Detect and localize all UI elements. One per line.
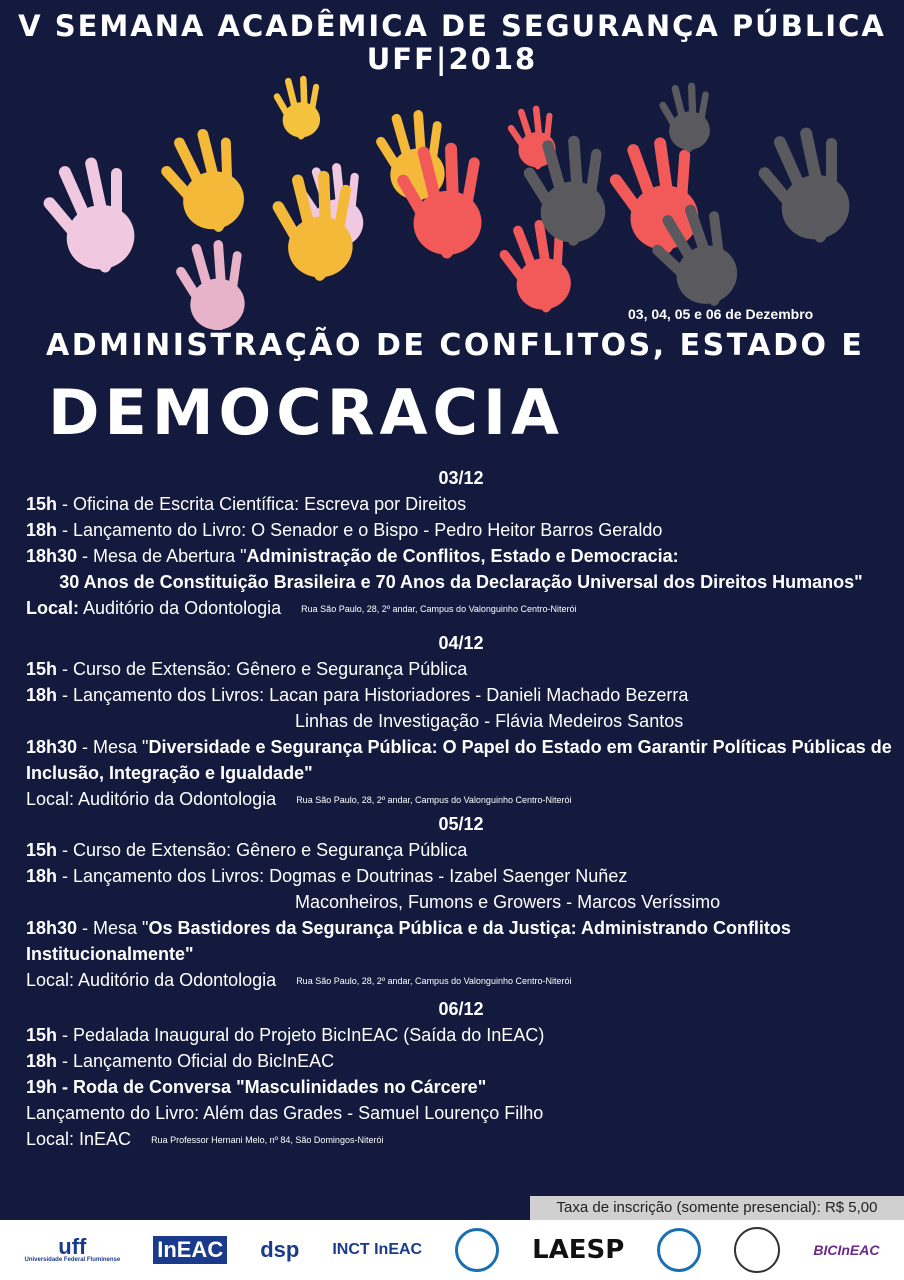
registration-fee: Taxa de inscrição (somente presencial): R$ 5,00 <box>530 1196 904 1220</box>
list-item <box>26 1074 896 1100</box>
location <box>26 786 896 812</box>
session-time: 15h <box>26 494 58 514</box>
session-time: 15h <box>26 659 58 679</box>
uff-logo-text: uff <box>58 1233 87 1259</box>
info-circle-icon <box>657 1228 701 1272</box>
uff-logo-subtitle: Universidade Federal Fluminense <box>24 1256 121 1263</box>
location-address: Rua São Paulo, 28, 2º andar, Campus do Valonguinho Centro-Niterói <box>296 795 572 806</box>
laesp-logo: LAESP <box>532 1235 625 1265</box>
session-text: - Mesa " <box>77 737 149 757</box>
seal-icon <box>734 1227 780 1273</box>
location-name: Local: Auditório da Odontologia <box>26 789 277 809</box>
session-title: Os Bastidores da Segurança Pública e da Justiça: Administrando Conflitos Institucionalmente" <box>26 918 791 964</box>
uff-logo <box>24 1233 121 1264</box>
session-time: 19h <box>26 1077 58 1097</box>
location-name: Auditório da Odontologia <box>79 598 282 618</box>
handprints-illustration <box>0 60 904 330</box>
day-title: 06/12 <box>438 999 484 1019</box>
session-title-continued: 30 Anos de Constituição Brasileira e 70 Anos da Declaração Universal dos Direitos Humanos" <box>59 572 863 592</box>
session-time: 18h30 <box>26 918 78 938</box>
location-name: Local: Auditório da Odontologia <box>26 970 277 990</box>
list-item <box>26 491 896 517</box>
list-item <box>26 1022 896 1048</box>
event-title-line1: V SEMANA ACADÊMICA DE SEGURANÇA PÚBLICA <box>18 9 886 43</box>
session-text: - Curso de Extensão: Gênero e Segurança Pública <box>57 840 468 860</box>
location <box>26 1126 896 1152</box>
list-item <box>26 656 896 682</box>
session-text: - Lançamento dos Livros: Lacan para Historiadores - Danieli Machado Bezerra <box>57 685 689 705</box>
event-dates: 03, 04, 05 e 06 de Dezembro <box>628 306 814 322</box>
theme-line1: ADMINISTRAÇÃO DE CONFLITOS, ESTADO E <box>46 328 865 363</box>
location-address: Rua São Paulo, 28, 2º andar, Campus do Valonguinho Centro-Niterói <box>296 976 572 987</box>
session-time: 18h30 <box>26 737 78 757</box>
day-title: 05/12 <box>438 814 484 834</box>
location-label: Local: <box>26 598 80 618</box>
session-time: 15h <box>26 1025 58 1045</box>
session-text: - Curso de Extensão: Gênero e Segurança Pública <box>57 659 468 679</box>
schedule <box>26 466 896 1152</box>
list-item <box>26 682 896 708</box>
session-title: Diversidade e Segurança Pública: O Papel do Estado em Garantir Políticas Públicas de Inclusão, Integração e Igualdade" <box>26 737 892 783</box>
session-text: - Lançamento dos Livros: Dogmas e Doutrinas - Izabel Saenger Nuñez <box>57 866 628 886</box>
day-title: 03/12 <box>438 468 484 488</box>
session-time: 18h <box>26 1051 58 1071</box>
event-title-line2: UFF|2018 <box>366 42 538 76</box>
session-time: 15h <box>26 840 58 860</box>
list-item <box>26 1048 896 1074</box>
session-text: - Mesa " <box>77 918 149 938</box>
location-address: Rua Professor Hernani Melo, nº 84, São Domingos-Niterói <box>151 1135 384 1146</box>
location-address: Rua São Paulo, 28, 2º andar, Campus do Valonguinho Centro-Niterói <box>301 604 577 615</box>
theme-line2: DEMOCRACIA <box>48 376 564 449</box>
day-title: 04/12 <box>438 633 484 653</box>
ineac-logo: InEAC <box>153 1236 227 1264</box>
location <box>26 967 896 993</box>
session-time: 18h <box>26 685 58 705</box>
list-item: Lançamento do Livro: Além das Grades - Samuel Lourenço Filho <box>26 1103 544 1123</box>
inct-ineac-logo: INCT InEAC <box>332 1241 423 1258</box>
session-text: - Lançamento do Livro: O Senador e o Bispo - Pedro Heitor Barros Geraldo <box>57 520 663 540</box>
dsp-logo: dsp <box>260 1237 300 1262</box>
bicineac-logo: BICInEAC <box>813 1242 880 1258</box>
sponsor-logos <box>0 1220 904 1280</box>
session-time: 18h <box>26 866 58 886</box>
session-text: - Lançamento Oficial do BicInEAC <box>57 1051 335 1071</box>
list-item: Linhas de Investigação - Flávia Medeiros Santos <box>295 711 684 731</box>
list-item <box>26 863 896 889</box>
list-item <box>26 517 896 543</box>
session-time: 18h30 <box>26 546 78 566</box>
location-name: Local: InEAC <box>26 1129 132 1149</box>
session-text: - Mesa de Abertura " <box>77 546 247 566</box>
list-item <box>26 734 896 786</box>
session-title: Administração de Conflitos, Estado e Democracia: <box>246 546 679 566</box>
list-item <box>26 915 896 967</box>
list-item <box>26 837 896 863</box>
lab-emblem-icon <box>455 1228 499 1272</box>
session-time: 18h <box>26 520 58 540</box>
session-text: - Oficina de Escrita Científica: Escreva por Direitos <box>57 494 467 514</box>
session-text: - Pedalada Inaugural do Projeto BicInEAC (Saída do InEAC) <box>57 1025 545 1045</box>
list-item <box>26 543 896 569</box>
session-title: - Roda de Conversa "Masculinidades no Cárcere" <box>57 1077 487 1097</box>
location <box>26 595 896 621</box>
list-item: Maconheiros, Fumons e Growers - Marcos Veríssimo <box>295 892 721 912</box>
